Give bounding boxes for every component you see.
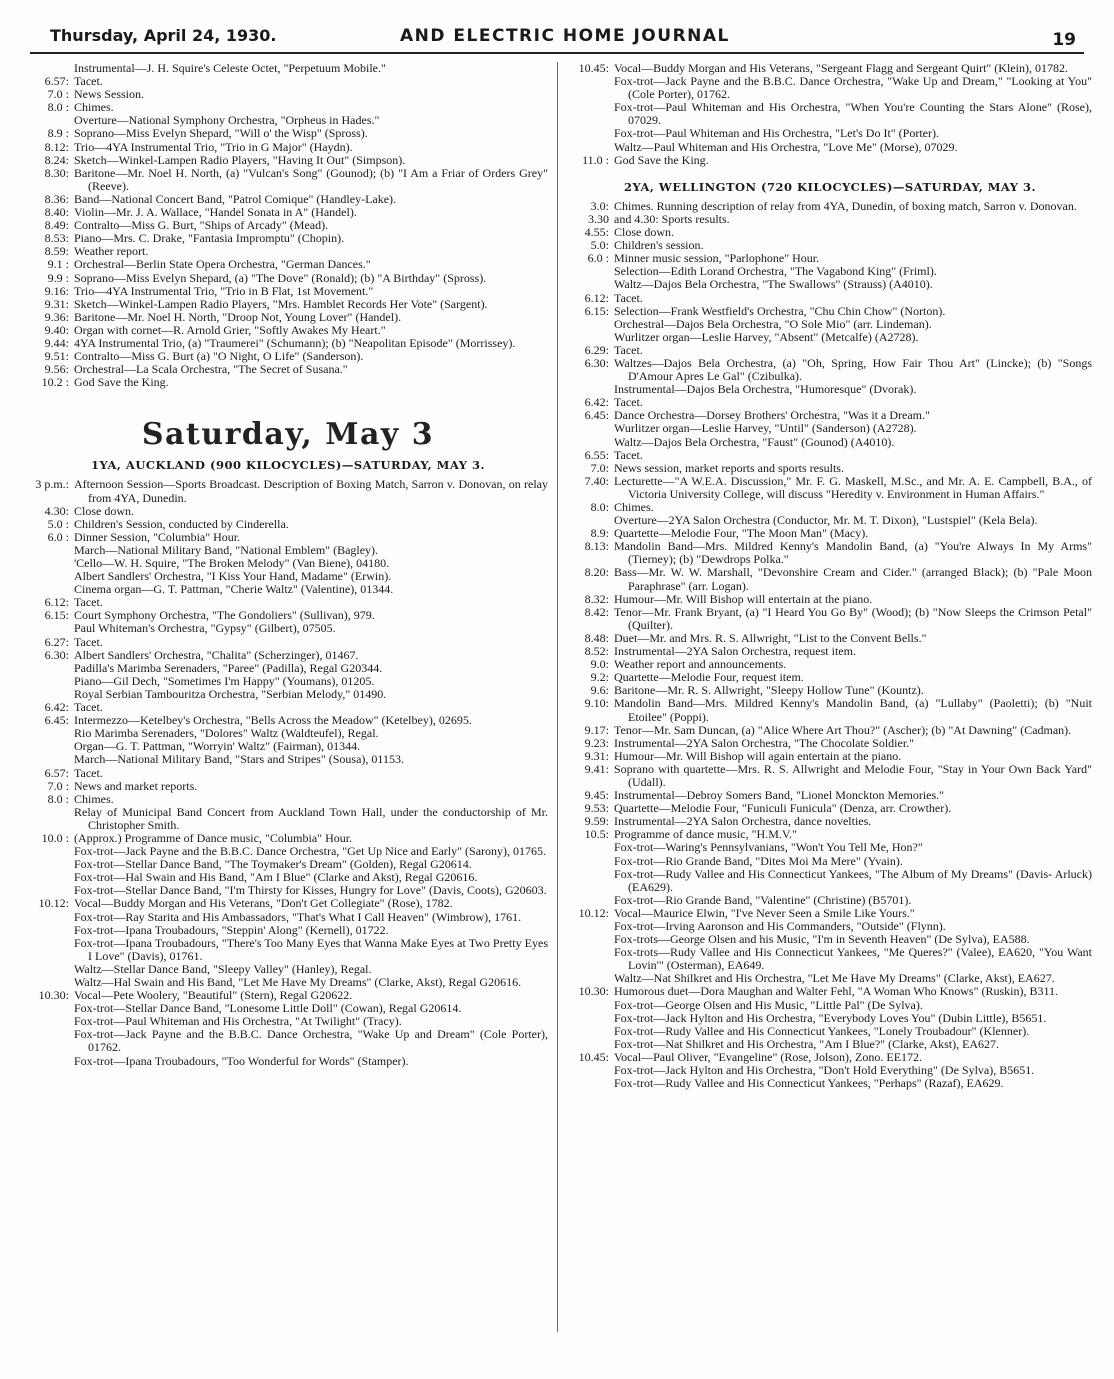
program-time: 9.56: [44,362,69,377]
program-item-detail: Fox-trot—Stellar Dance Band, "Lonesome Little Doll" (Cowan), Regal G20614. [74,1001,462,1016]
program-description: Weather report and announcements. [614,657,787,672]
program-entry [28,793,548,806]
program-time: 10.45: [578,1049,609,1064]
program-time: 10.5: [584,827,609,842]
program-description: Instrumental—2YA Salon Orchestra, dance novelties. [614,814,872,829]
program-entry [28,298,548,311]
program-description: Chimes. Running description of relay from 4YA, Dunedin, of boxing match, Sarron v. Donovan. [614,198,1077,213]
program-item-detail: Overture—2YA Salon Orchestra (Conductor, Mr. M. T. Dixon), "Lustspiel" (Kela Bela). [614,513,1038,528]
program-description: News Session. [74,87,145,102]
program-description: Tacet. [614,395,643,410]
program-item-detail: Wurlitzer organ—Leslie Harvey, "Absent" (Metcalfe) (A2728). [614,329,919,344]
program-time: 6.45: [44,713,69,728]
program-item-detail: Rio Marimba Serenaders, "Dolores" Waltz (Waldteufel), Regal. [74,726,379,741]
program-item-detail: Selection—Edith Lorand Orchestra, "The Vagabond King" (Friml). [614,264,937,279]
program-time: 8.59: [44,244,69,259]
program-description: Soprano—Miss Evelyn Shepard, (a) "The Dove" (Ronald); (b) "A Birthday" (Spross). [74,270,487,285]
program-item-detail: Waltz—Dajos Bela Orchestra, "Faust" (Gounod) (A4010). [614,434,895,449]
program-time: 6.57: [44,765,69,780]
program-description: Bass—Mr. W. W. Marshall, "Devonshire Cream and Cider." (arranged Black); (b) "Pale Moon Paraphrase" (arr. Logan). [614,565,1092,593]
program-description: Humour—Mr. Will Bishop will entertain at the piano. [614,591,873,606]
program-time: 11.0 : [582,152,609,167]
program-time: 4.30: [44,503,69,518]
program-item-detail: Fox-trot—Jack Payne and the B.B.C. Dance Orchestra, "Wake Up and Dream," "Looking at You" (Cole Porter), 01762. [614,74,1092,102]
station-heading-1ya: 1YA, AUCKLAND (900 KILOCYCLES)—SATURDAY, MAY 3. [91,458,485,473]
program-entry [568,344,1092,357]
program-entry [568,154,1092,167]
program-time: 10.45: [578,61,609,75]
program-time: 8.32: [584,591,609,606]
program-description: Vocal—Buddy Morgan and His Veterans, "Don't Get Collegiate" (Rose), 1782. [74,896,453,911]
program-item-detail: Fox-trot—Paul Whiteman and His Orchestra, "At Twilight" (Tracy). [74,1014,402,1029]
program-entry [568,593,1092,606]
program-description: Instrumental—2YA Salon Orchestra, "The Chocolate Soldier." [614,735,915,750]
program-item-detail: Fox-trot—Jack Payne and the B.B.C. Dance Orchestra, "Get Up Nice and Early" (Sarony), 01765. [74,844,547,859]
program-time: 8.52: [584,644,609,659]
program-description: Afternoon Session—Sports Broadcast. Description of Boxing Match, Sarron v. Donovan, on relay from 4YA, Dunedin. [74,477,548,505]
program-item-detail: Instrumental—Dajos Bela Orchestra, "Humoresque" (Dvorak). [614,382,917,397]
program-description: Albert Sandlers' Orchestra, "Chalita" (Scherzinger), 01467. [74,647,359,662]
program-entry [28,505,548,518]
program-item-detail: Fox-trots—Rudy Vallee and His Connecticut Yankees, "Me Queres?" (Valee), EA620, "You Want Lovin'" (Osterman), EA649. [614,945,1092,973]
program-item-detail: Fox-trot—Ipana Troubadours, "There's Too Many Eyes that Wanna Make Eyes at Two Pretty Eyes I Love" (Davis), 01761. [74,935,548,963]
program-description: Baritone—Mr. Noel H. North, "Droop Not, Young Lover" (Handel). [74,309,402,324]
program-time: 9.16: [44,283,69,298]
program-entry [28,376,548,389]
program-description: Chimes. [74,100,114,115]
program-time: 8.12: [44,139,69,154]
program-time: 9.31: [584,748,609,763]
program-entry [568,724,1092,737]
program-item-detail: Fox-trot—Ipana Troubadours, "Steppin' Along" (Kernell), 01722. [74,922,389,937]
program-entry [568,305,1092,318]
program-item-detail: Padilla's Marimba Serenaders, "Paree" (Padilla), Regal G20344. [74,660,383,675]
program-description: Mandolin Band—Mrs. Mildred Kenny's Mandolin Band, (a) "Lullaby" (Paoletti); (b) "Nuit Etoilee" (Poppi). [614,696,1092,724]
program-item-detail: Fox-trot—Waring's Pennsylvanians, "Won't You Tell Me, Hon?" [614,840,923,855]
program-time: 10.2 : [41,375,69,390]
program-description: Lecturette—"A W.E.A. Discussion," Mr. F. G. Maskell, M.Sc., and Mr. A. E. Campbell, B.A., of Victoria University College, will discuss "Heredity v. Environment in Human Affairs." [614,473,1092,501]
program-entry [568,697,1092,723]
program-item-detail: Fox-trot—Jack Payne and the B.B.C. Dance Orchestra, "Wake Up and Dream" (Cole Porter), 01762. [74,1027,548,1055]
program-description: God Save the King. [74,375,169,390]
program-time: 9.36: [44,309,69,324]
program-item-detail: Waltz—Hal Swain and His Band, "Let Me Have My Dreams" (Clarke, Akst), Regal G20616. [74,975,522,989]
program-time: 8.24: [44,152,69,167]
program-time: 9.23: [584,735,609,750]
program-item-detail: Cinema organ—G. T. Pattman, "Cherie Waltz" (Valentine), 01344. [74,582,394,597]
program-item-detail: Waltz—Nat Shilkret and His Orchestra, "Let Me Have My Dreams" (Clarke, Akst), EA627. [614,971,1055,986]
program-item-detail: March—National Military Band, "Stars and Stripes" (Sousa), 01153. [74,752,404,767]
program-time: 10.12: [38,896,69,911]
program-item-detail: Waltz—Stellar Dance Band, "Sleepy Valley" (Hanley), Regal. [74,961,372,976]
program-entry [28,272,548,285]
program-entry [28,767,548,780]
program-time: 8.36: [44,191,69,206]
program-time: 9.44: [44,335,69,350]
program-item-detail: March—National Military Band, "National Emblem" (Bagley). [74,542,379,557]
program-description: Trio—4YA Instrumental Trio, "Trio in B Flat, 1st Movement." [74,283,374,298]
program-time: 9.40: [44,322,69,337]
program-item-detail: Fox-trot—Nat Shilkret and His Orchestra, "Am I Blue?" (Clarke, Akst), EA627. [614,1036,1000,1051]
program-description: Chimes. [614,500,654,514]
program-time: 6.27: [44,634,69,649]
program-item-detail: Fox-trot—Rio Grande Band, "Valentine" (Christine) (B5701). [614,892,912,907]
program-description: Mandolin Band—Mrs. Mildred Kenny's Mandolin Band, (a) "You're Always In My Arms" (Tierney); (b) "Dewdrops Polka." [614,539,1092,567]
issue-date: Thursday, April 24, 1930. [50,26,277,45]
program-item-detail: Waltz—Paul Whiteman and His Orchestra, "Love Me" (Morse), 07029. [614,139,958,154]
program-item-detail: Fox-trot—Hal Swain and His Band, "Am I Blue" (Clarke and Akst), Regal G20616. [74,870,478,885]
program-time: 6.29: [584,342,609,357]
program-time: 7.0 : [47,87,69,102]
program-item-detail: Fox-trot—Irving Aaronson and His Commanders, "Outside" (Flynn). [614,919,946,933]
program-item-detail: Fox-trot—Rudy Vallee and His Connecticut Yankees, "Lonely Troubadour" (Klenner). [614,1023,1030,1038]
program-description: Close down. [614,225,674,240]
program-entry [28,141,548,154]
program-description: Court Symphony Orchestra, "The Gondoliers" (Sullivan), 979. [74,608,375,623]
program-description: Sketch—Winkel-Lampen Radio Players, "Having It Out" (Simpson). [74,152,406,167]
program-time: 8.0 : [47,791,69,806]
program-time: 9.10: [584,696,609,711]
program-description: Piano—Mrs. C. Drake, "Fantasia Impromptu" (Chopin). [74,231,345,246]
program-entry [28,285,548,298]
program-description: 4YA Instrumental Trio, (a) "Traumerei" (Schumann); (b) "Neapolitan Episode" (Morrissey). [74,335,516,350]
program-entry [568,737,1092,750]
program-description: Violin—Mr. J. A. Wallace, "Handel Sonata in A" (Handel). [74,205,357,220]
program-description: Tacet. [614,447,643,462]
program-description: Soprano—Miss Evelyn Shepard, "Will o' the Wisp" (Spross). [74,126,368,141]
program-description: and 4.30: Sports results. [614,211,730,226]
program-time: 9.31: [44,296,69,311]
page-number: 19 [1052,30,1076,50]
program-description: Waltzes—Dajos Bela Orchestra, (a) "Oh, Spring, How Fair Thou Art" (Lincke); (b) "Songs D'Amour Apres Le Gal" (Czibulka). [614,355,1092,384]
program-entry [568,292,1092,305]
program-description: Organ with cornet—R. Arnold Grier, "Softly Awakes My Heart." [74,322,386,337]
program-time: 8.48: [584,630,609,645]
program-time: 8.9 : [47,126,69,141]
program-entry [28,649,548,662]
program-description: Vocal—Paul Oliver, "Evangeline" (Rose, Jolson), Zono. EE172. [614,1049,923,1064]
program-description: Dance Orchestra—Dorsey Brothers' Orchestra, "Was it a Dream." [614,408,930,423]
program-item-detail: Waltz—Dajos Bela Orchestra, "The Swallows" (Strauss) (A4010). [614,277,933,292]
program-item-detail: Overture—National Symphony Orchestra, "Orpheus in Hades." [74,113,380,128]
program-description: Tacet. [74,74,103,89]
program-entry [28,127,548,140]
program-time: 4.55: [584,225,609,240]
program-time: 10.0 : [41,830,69,845]
station-heading-2ya: 2YA, WELLINGTON (720 KILOCYCLES)—SATURDAY, MAY 3. [624,179,1036,194]
program-description: Tacet. [74,765,103,780]
program-description: Trio—4YA Instrumental Trio, "Trio in G Major" (Haydn). [74,139,353,154]
program-entry [28,324,548,337]
program-entry [568,566,1092,592]
program-time: 6.57: [44,74,69,89]
program-description: Sketch—Winkel-Lampen Radio Players, "Mrs. Hamblet Records Her Vote" (Sargent). [74,296,488,311]
program-description: Selection—Frank Westfield's Orchestra, "Chu Chin Chow" (Norton). [614,303,946,318]
program-description: Baritone—Mr. Noel H. North, (a) "Vulcan's Song" (Gounod); (b) "I Am a Friar of Orders Grey" (Reeve). [74,165,548,193]
program-description: Tacet. [614,290,643,305]
program-description: Tenor—Mr. Sam Duncan, (a) "Alice Where Art Thou?" (Ascher); (b) "At Dawning" (Cadman). [614,722,1072,737]
program-time: 9.45: [584,788,609,803]
program-description: Tacet. [74,700,103,715]
program-time: 8.0 : [47,100,69,115]
program-time: 6.12: [44,595,69,610]
program-item-detail: Albert Sandlers' Orchestra, "I Kiss Your Hand, Madame" (Erwin). [74,569,392,584]
program-item-detail: Fox-trot—Stellar Dance Band, "The Toymaker's Dream" (Golden), Regal G20614. [74,857,472,872]
program-item-detail: Fox-trot—Jack Hylton and His Orchestra, "Don't Hold Everything" (De Sylva), B5651. [614,1063,1035,1078]
program-time: 9.41: [584,761,609,776]
program-description: Chimes. [74,791,114,806]
program-time: 5.0 : [47,516,69,531]
program-description: Humour—Mr. Will Bishop will again entertain at the piano. [614,748,902,763]
program-item-detail: Instrumental—J. H. Squire's Celeste Octet, "Perpetuum Mobile." [74,61,386,75]
program-time: 10.12: [578,905,609,920]
program-entry [28,780,548,793]
program-time: 9.17: [584,722,609,737]
program-time: 6.55: [584,447,609,462]
program-time: 8.13: [584,539,609,554]
program-entry [28,531,548,544]
program-time: 8.49: [44,218,69,233]
program-description: Tacet. [614,342,643,357]
program-entry [28,167,548,193]
program-time: 9.0: [590,657,609,672]
program-description: Quartette—Melodie Four, request item. [614,670,804,685]
program-entry [568,200,1092,213]
program-description: Dinner Session, "Columbia" Hour. [74,529,241,544]
program-entry [568,606,1092,632]
program-time: 8.42: [584,604,609,619]
column-divider [557,62,558,1332]
program-item-detail: Paul Whiteman's Orchestra, "Gypsy" (Gilbert), 07505. [74,621,336,636]
program-description: Weather report. [74,244,149,259]
program-description: Instrumental—2YA Salon Orchestra, request item. [614,644,856,659]
program-time: 6.12: [584,290,609,305]
program-time: 3.0: [590,198,609,213]
program-entry [568,763,1092,789]
program-item-detail: Orchestral—Dajos Bela Orchestra, "O Sole Mio" (arr. Lindeman). [614,316,932,331]
program-item-detail: Wurlitzer organ—Leslie Harvey, "Until" (Sanderson) (A2728). [614,421,917,436]
program-time: 9.9 : [47,270,69,285]
program-description: Children's session. [614,238,704,253]
program-description: Vocal—Buddy Morgan and His Veterans, "Sergeant Flagg and Sergeant Quirt" (Klein), 01782. [614,61,1068,75]
program-time: 8.20: [584,565,609,580]
page-header [30,22,1084,54]
program-entry [28,518,548,531]
program-entry [568,449,1092,462]
program-time: 9.1 : [47,257,69,272]
left-column [28,62,548,1068]
program-description: Quartette—Melodie Four, "Funiculi Funicula" (Denza, arr. Crowther). [614,801,952,816]
program-description: Close down. [74,503,134,518]
program-time: 8.0: [590,500,609,514]
program-description: Programme of dance music, "H.M.V." [614,827,797,842]
program-description: (Approx.) Programme of Dance music, "Columbia" Hour. [74,830,353,845]
program-entry [28,897,548,910]
program-time: 3.30 [588,211,609,226]
program-item-detail: Royal Serbian Tambouritza Orchestra, "Serbian Melody," 01490. [74,686,387,701]
program-time: 9.2: [590,670,609,685]
program-entry [28,636,548,649]
program-time: 8.40: [44,205,69,220]
program-description: Intermezzo—Ketelbey's Orchestra, "Bells Across the Meadow" (Ketelbey), 02695. [74,713,472,728]
program-description: Quartette—Melodie Four, "The Moon Man" (Macy). [614,526,869,541]
program-time: 6.15: [44,608,69,623]
program-time: 7.0 : [47,778,69,793]
program-description: Vocal—Maurice Elwin, "I've Never Seen a Smile Like Yours." [614,905,915,920]
program-list-2ya [568,200,1092,1090]
program-item-detail: Fox-trot—Ipana Troubadours, "Too Wonderful for Words" (Stamper). [74,1053,409,1068]
program-description: Instrumental—Debroy Somers Band, "Lionel Monckton Memories." [614,788,945,803]
program-time: 9.59: [584,814,609,829]
program-description: Tacet. [74,634,103,649]
program-item-detail: Fox-trot—Ray Starita and His Ambassadors, "That's What I Call Heaven" (Wimbrow), 1761. [74,909,522,924]
program-time: 6.30: [44,647,69,662]
program-entry [568,750,1092,763]
program-entry [568,985,1092,998]
program-item-detail: Fox-trot—Rudy Vallee and His Connecticut Yankees, "The Album of My Dreams" (Davis- Arluck) (EA629). [614,866,1092,894]
program-time: 7.40: [584,473,609,488]
program-description: Children's Session, conducted by Cinderella. [74,516,289,531]
program-entry [28,311,548,324]
program-description: Humorous duet—Dora Maughan and Walter Fehl, "A Woman Who Knows" (Ruskin), B311. [614,984,1059,999]
program-description: Minner music session, "Parlophone" Hour. [614,251,820,266]
program-description: Duet—Mr. and Mrs. R. S. Allwright, "List to the Convent Bells." [614,630,927,645]
program-time: 6.0 : [587,251,609,266]
program-time: 10.30: [578,984,609,999]
program-item-detail: Fox-trot—Jack Hylton and His Orchestra, "Everybody Loves You" (Dubin Little), B5651. [614,1010,1047,1025]
program-description: God Save the King. [614,152,709,167]
program-entry [28,154,548,167]
program-entry [568,357,1092,383]
program-item-detail: Relay of Municipal Band Concert from Auckland Town Hall, under the conductorship of Mr. Christopher Smith. [74,804,548,832]
program-time: 9.6: [590,683,609,698]
program-entry [28,258,548,271]
program-time: 6.0 : [47,529,69,544]
program-item-detail: Fox-trot—Stellar Dance Band, "I'm Thirsty for Kisses, Hungry for Love" (Davis, Coots), G20603. [74,883,547,898]
program-description: Contralto—Miss G. Burt, "Ships of Arcady" (Mead). [74,218,329,233]
program-time: 6.42: [584,395,609,410]
program-description: Contralto—Miss G. Burt (a) "O Night, O Life" (Sanderson). [74,349,364,364]
program-time: 5.0: [590,238,609,253]
program-entry [568,540,1092,566]
program-list-4ya-continued [28,62,548,389]
program-entry [568,475,1092,501]
program-time: 6.42: [44,700,69,715]
program-description: Tenor—Mr. Frank Bryant, (a) "I Heard You Go By" (Wood); (b) "Now Sleeps the Crimson Petal" (Quilter). [614,604,1092,632]
program-item-detail: Fox-trot—Rio Grande Band, "Dites Moi Ma Mere" (Yvain). [614,853,903,868]
program-time: 6.45: [584,408,609,423]
program-item-detail: 'Cello—W. H. Squire, "The Broken Melody" (Van Biene), 04180. [74,556,390,570]
program-description: Baritone—Mr. R. S. Allwright, "Sleepy Hollow Tune" (Kountz). [614,683,924,698]
program-item-detail: Fox-trot—Paul Whiteman and His Orchestra, "When You're Counting the Stars Alone" (Rose), 07029. [614,100,1092,128]
program-description: Orchestral—Berlin State Opera Orchestra, "German Dances." [74,257,371,272]
program-item-detail: Piano—Gil Dech, "Sometimes I'm Happy" (Youmans), 01205. [74,673,375,688]
program-time: 7.0: [590,460,609,475]
program-description: Soprano with quartette—Mrs. R. S. Allwright and Melodie Four, "Stay in Your Own Back Yard" (Udall). [614,761,1092,789]
right-column [568,62,1092,1090]
program-item-detail: Fox-trot—Paul Whiteman and His Orchestra, "Let's Do It" (Porter). [614,126,940,141]
program-description: Band—National Concert Band, "Patrol Comique" (Handley-Lake). [74,191,397,206]
program-time: 3 p.m.: [35,477,69,492]
program-description: News and market reports. [74,778,198,793]
program-entry [568,462,1092,475]
program-item-detail: Fox-trot—Rudy Vallee and His Connecticut Yankees, "Perhaps" (Razaf), EA629. [614,1076,1004,1091]
program-time: 6.15: [584,303,609,318]
program-item-detail: Fox-trot—George Olsen and His Music, "Little Pal" (De Sylva). [614,997,923,1012]
program-time: 8.9: [590,526,609,541]
program-time: 6.30: [584,355,609,370]
program-time: 8.53: [44,231,69,246]
program-list-1ya [28,478,548,1067]
program-description: Orchestral—La Scala Orchestra, "The Secret of Susana." [74,362,348,377]
program-description: News session, market reports and sports results. [614,460,844,475]
day-heading: Saturday, May 3 [141,417,435,453]
program-description: Tacet. [74,595,103,610]
program-description: Vocal—Pete Woolery, "Beautiful" (Stern), Regal G20622. [74,988,353,1003]
program-entry [28,478,548,504]
program-time: 9.51: [44,349,69,364]
program-time: 9.53: [584,801,609,816]
program-item-detail: Organ—G. T. Pattman, "Worryin' Waltz" (Fairman), 01344. [74,739,361,754]
journal-title: AND ELECTRIC HOME JOURNAL [400,26,730,46]
program-list-1ya-continued [568,62,1092,167]
program-time: 8.30: [44,165,69,180]
program-time: 10.30: [38,988,69,1003]
program-item-detail: Fox-trots—George Olsen and his Music, "I'm in Seventh Heaven" (De Sylva), EA588. [614,932,1030,947]
